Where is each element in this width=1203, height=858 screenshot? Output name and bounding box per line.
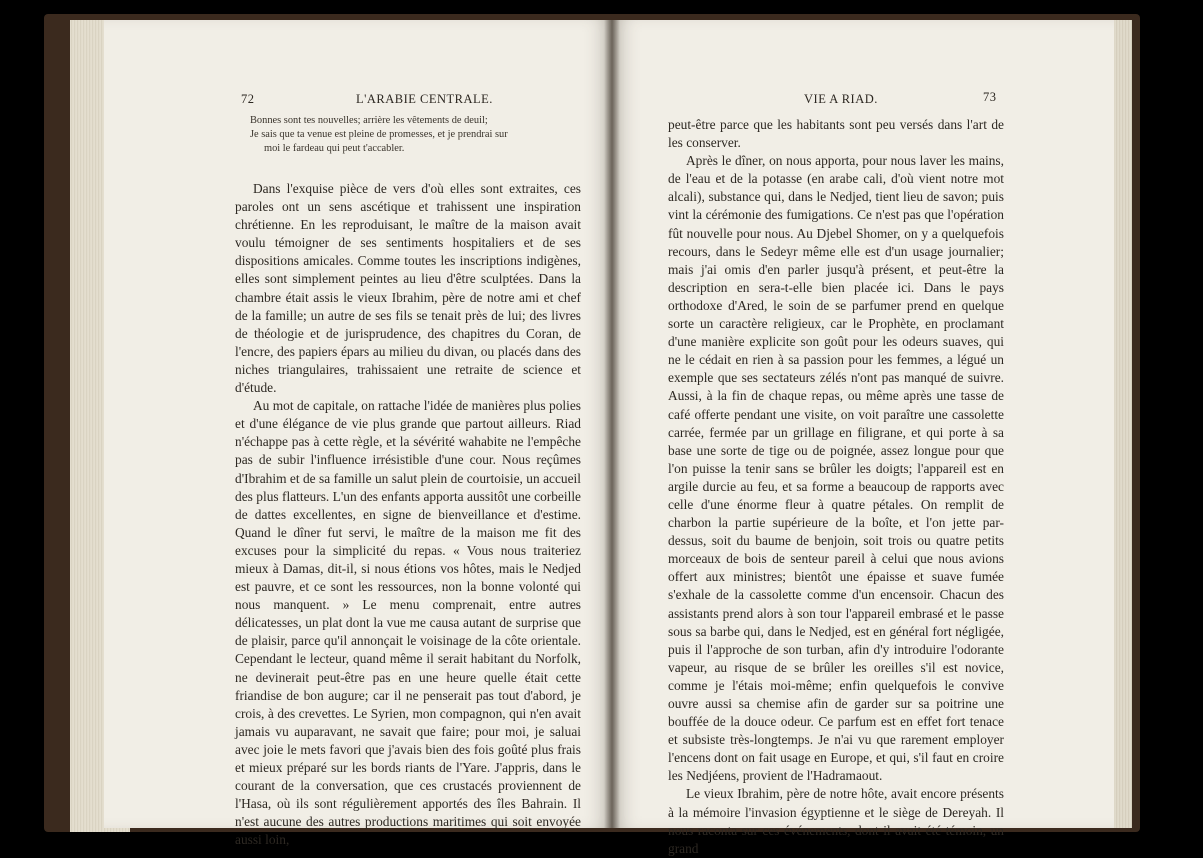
page-edges-right: [1112, 20, 1132, 828]
left-body-text: [235, 180, 581, 849]
verse-line: moi le fardeau qui peut t'accabler.: [264, 143, 405, 154]
left-running-title: L'ARABIE CENTRALE.: [356, 92, 493, 106]
paragraph: Dans l'exquise pièce de vers d'où elles sont extraites, ces paroles ont un sens ascétique et trahissent une inspiration chrétienne. En les reproduisant, le maître de la maison avait voulu témoigner de ses sentiments hospitaliers et de ses dispositions amicales. Comme toutes les inscriptions indigènes, elles sont simplement peintes au lieu d'être sculptées. Dans la chambre était assis le vieux Ibrahim, père de notre ami et chef de la famille; un autre de ses fils se tenait près de lui; des livres de théologie et de jurisprudence, des chapitres du Coran, de l'encre, des papiers épars au milieu du divan, ou placés dans des niches triangulaires, trahissaient une retraite de science et d'étude.: [235, 181, 581, 396]
right-running-title: VIE A RIAD.: [804, 92, 878, 106]
right-page: [612, 20, 1114, 856]
right-body-text: [668, 116, 1004, 858]
paragraph: Au mot de capitale, on rattache l'idée de manières plus polies et d'une élégance de vie plus grande que partout ailleurs. Riad n'échappe pas à cette règle, et la sévérité wahabite ne l'empêche pas de subir l'influence irrésistible d'une cour. Nous reçûmes d'Ibrahim et de sa famille un salut plein de courtoisie, un accueil des plus flatteurs. L'un des enfants apporta aussitôt une corbeille de dattes excellentes, en signe de bienveillance et d'estime. Quand le dîner fut servi, le maître de la maison me fit des excuses pour la simplicité du repas. « Vous nous traiteriez mieux à Damas, dit-il, si nous étions vos hôtes, mais le Nedjed est pauvre, et ce sont les ressources, non la bonne volonté qui nous manquent. » Le menu comprenait, entre autres délicatesses, un plat dont la vue me causa autant de surprise que de plaisir, parce qu'il annonçait le voisinage de la côte orientale. Cependant le lecteur, quand même il serait habitant du Norfolk, ne devinerait peut-être pas en une heure quelle était cette friandise de bon augure; car il ne penserait pas tout d'abord, je crois, à des crevettes. Le Syrien, mon compagnon, qui n'en avait jamais vu auparavant, ne savait que faire; pour moi, je saluai avec joie le mets favori que j'avais bien des fois goûté plus frais et mieux préparé sur les bords riants de l'Yare. J'appris, dans le courant de la conversation, que ces crustacés proviennent de l'Hasa, où ils sont régulièrement apportés des îles Bahrain. Il n'est aucune des autres productions maritimes qui soit envoyée aussi loin,: [235, 398, 581, 848]
paragraph: peut-être parce que les habitants sont peu versés dans l'art de les conserver.: [668, 117, 1004, 151]
paragraph: Après le dîner, on nous apporta, pour nous laver les mains, de l'eau et de la potasse (en arabe cali, d'où vient notre mot alcali), substance qui, dans le Nedjed, tient lieu de savon; puis vint la cérémonie des fumigations. Ce n'est pas que l'opération fût nouvelle pour nous. Au Djebel Shomer, on y a quelquefois recours, dans le Sedeyr même elle est d'un usage journalier; mais j'ai omis d'en parler jusqu'à présent, et peut-être la description en sera-t-elle bien placée ici. Dans le pays orthodoxe d'Ared, le soin de se parfumer prend en quelque sorte un caractère religieux, car le Prophète, en proclamant d'une manière explicite son goût pour les odeurs suaves, qui ne le cédait en rien à sa passion pour les femmes, a légué un exemple que ses sectateurs zélés n'ont pas manqué de suivre. Aussi, à la fin de chaque repas, ou même après une tasse de café offerte pendant une visite, on voit paraître une cassolette carrée, fermée par un grillage en filigrane, et qui porte à sa base une sorte de tige ou de poignée, assez longue pour que l'on puisse la tenir sans se brûler les doigts; l'appareil est en argile durcie au feu, et sa forme a beaucoup de rapports avec celle d'une énorme fleur à quatre pétales. On remplit de charbon la partie supérieure de la boîte, et l'on jette par-dessus, soit du baume de benjoin, soit trois ou quatre petits morceaux de bois de senteur pareil à celui que nous avions offert aux ministres; bientôt une épaisse et suave fumée s'exhale de la cassolette comme d'un encensoir. Chacun des assistants prend alors à son tour l'appareil embrasé et le passe sous sa barbe qui, dans le Nedjed, est en général fort négligée, puis il l'approche de son turban, afin d'y introduire l'odorante vapeur, au risque de se brûler les oreilles s'il est novice, comme je l'étais moi-même; enfin quelquefois le convive ouvre aussi sa chemise afin de garder sur sa poitrine une bouffée de la douce odeur. Ce parfum est en effet fort tenace et subsiste très-longtemps. Je n'ai vu que rarement employer l'encens dont on fait usage en Europe, et qui, s'il faut en croire les Nedjéens, provient de l'Hadramaout.: [668, 153, 1004, 784]
paragraph: Le vieux Ibrahim, père de notre hôte, avait encore présents à la mémoire l'invasion égyptienne et le siège de Dereyah. Il nous raconta sur ces événements, dont il avait été témoin, un grand: [668, 786, 1004, 856]
verse-line: Je sais que ta venue est pleine de promesses, et je prendrai sur: [250, 129, 508, 140]
verse-line: Bonnes sont tes nouvelles; arrière les vêtements de deuil;: [250, 115, 488, 126]
left-page: [104, 20, 612, 848]
right-page-number: 73: [983, 90, 997, 104]
left-page-number: 72: [241, 92, 255, 106]
book-gutter: [604, 20, 620, 828]
verse-quote: [250, 114, 508, 156]
